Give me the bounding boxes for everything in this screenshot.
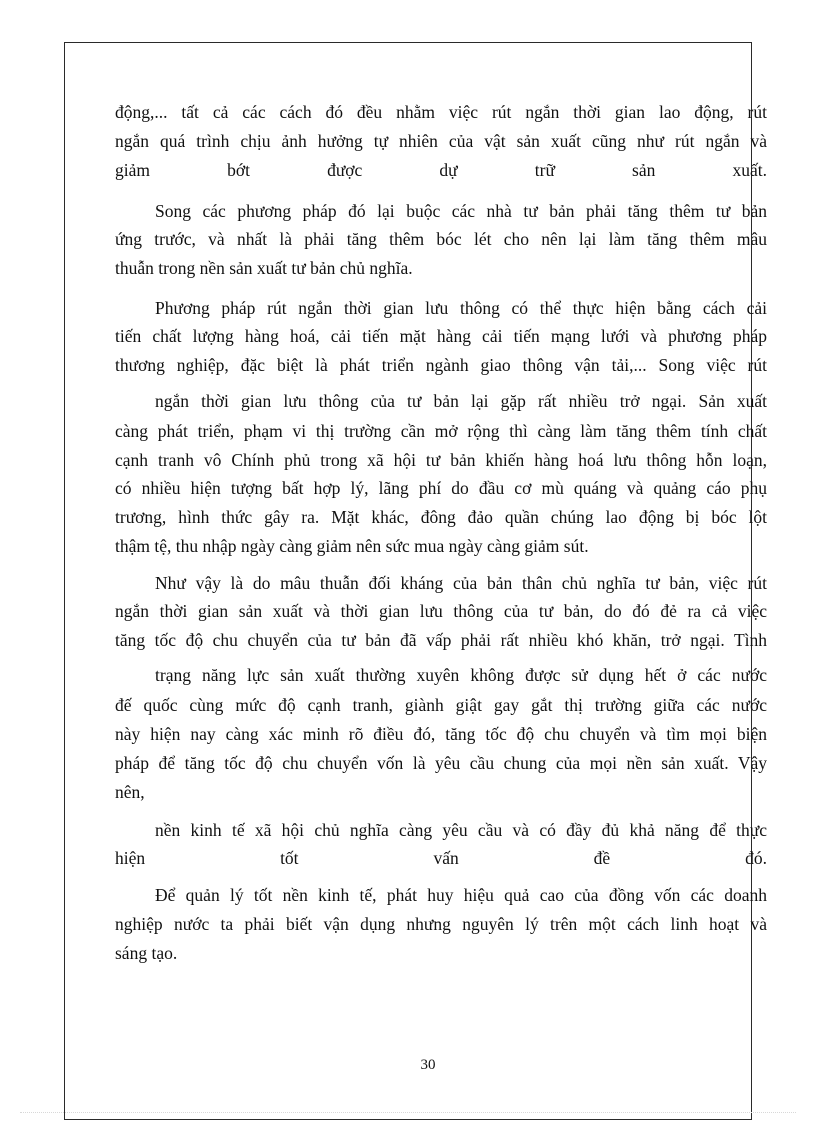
text-line: có nhiều hiện tượng bất hợp lý, lãng phí do đầu cơ mù quáng và quảng cáo phụ <box>115 478 767 498</box>
text-line: thậm tệ, thu nhập ngày càng giảm nên sức mua ngày càng giảm sút. <box>115 536 589 556</box>
text-line: tăng tốc độ chu chuyển của tư bản đã vấp phải rất nhiều khó khăn, trở ngại. Tình <box>115 630 767 650</box>
text-line: giảm bớt được dự trữ sản xuất. <box>115 160 767 180</box>
text-line: tiến chất lượng hàng hoá, cải tiến mặt hàng cải tiến mạng lưới và phương pháp <box>115 326 767 346</box>
text-line: hiện tốt vấn đề đó. <box>115 848 767 868</box>
text-line: thương nghiệp, đặc biệt là phát triển ngành giao thông vận tải,... Song việc rút <box>115 355 767 375</box>
text-line: pháp để tăng tốc độ chu chuyển vốn là yêu cầu chung của mọi nền sản xuất. Vậy <box>115 753 767 773</box>
text-line: này hiện nay càng xác minh rõ điều đó, tăng tốc độ chu chuyển và tìm mọi biện <box>115 724 767 744</box>
text-line: Để quản lý tốt nền kinh tế, phát huy hiệu quả cao của đồng vốn các doanh <box>155 885 767 905</box>
page-number: 30 <box>420 1057 436 1073</box>
text-line: Song các phương pháp đó lại buộc các nhà tư bản phải tăng thêm tư bản <box>155 201 767 221</box>
text-line: ngắn quá trình chịu ảnh hưởng tự nhiên của vật sản xuất cũng như rút ngắn và <box>115 131 767 151</box>
text-line: ứng trước, và nhất là phải tăng thêm bóc lét cho nên lại làm tăng thêm mâu <box>115 229 767 249</box>
text-line: cạnh tranh vô Chính phủ trong xã hội tư bản khiến hàng hoá lưu thông hỗn loạn, <box>115 450 767 470</box>
text-line: động,... tất cả các cách đó đều nhằm việc rút ngắn thời gian lao động, rút <box>115 102 767 122</box>
text-line: Như vậy là do mâu thuẫn đối kháng của bản thân chủ nghĩa tư bản, việc rút <box>155 573 767 593</box>
text-line: càng phát triển, phạm vi thị trường cần mở rộng thì càng làm tăng thêm tính chất <box>115 421 767 441</box>
text-line: trương, hình thức gây ra. Mặt khác, đông đảo quần chúng lao động bị bóc lột <box>115 507 767 527</box>
text-line: nền kinh tế xã hội chủ nghĩa càng yêu cầu và có đầy đủ khả năng để thực <box>155 820 767 840</box>
text-line: ngắn thời gian lưu thông của tư bản lại gặp rất nhiều trở ngại. Sản xuất <box>155 391 767 411</box>
text-line: thuẫn trong nền sản xuất tư bản chủ nghĩa. <box>115 258 413 278</box>
text-line: sáng tạo. <box>115 943 178 963</box>
footer-divider <box>20 1112 796 1114</box>
text-line: ngắn thời gian sản xuất và thời gian lưu thông của tư bản, do đó đẻ ra cả việc <box>115 601 767 621</box>
text-line: đế quốc cùng mức độ cạnh tranh, giành giật gay gắt thị trường giữa các nước <box>115 695 767 715</box>
text-line: nên, <box>115 782 145 802</box>
text-line: trạng năng lực sản xuất thường xuyên không được sử dụng hết ở các nước <box>155 665 767 685</box>
text-line: nghiệp nước ta phải biết vận dụng nhưng nguyên lý trên một cách linh hoạt và <box>115 914 767 934</box>
text-line: Phương pháp rút ngắn thời gian lưu thông có thể thực hiện bằng cách cải <box>155 298 767 318</box>
